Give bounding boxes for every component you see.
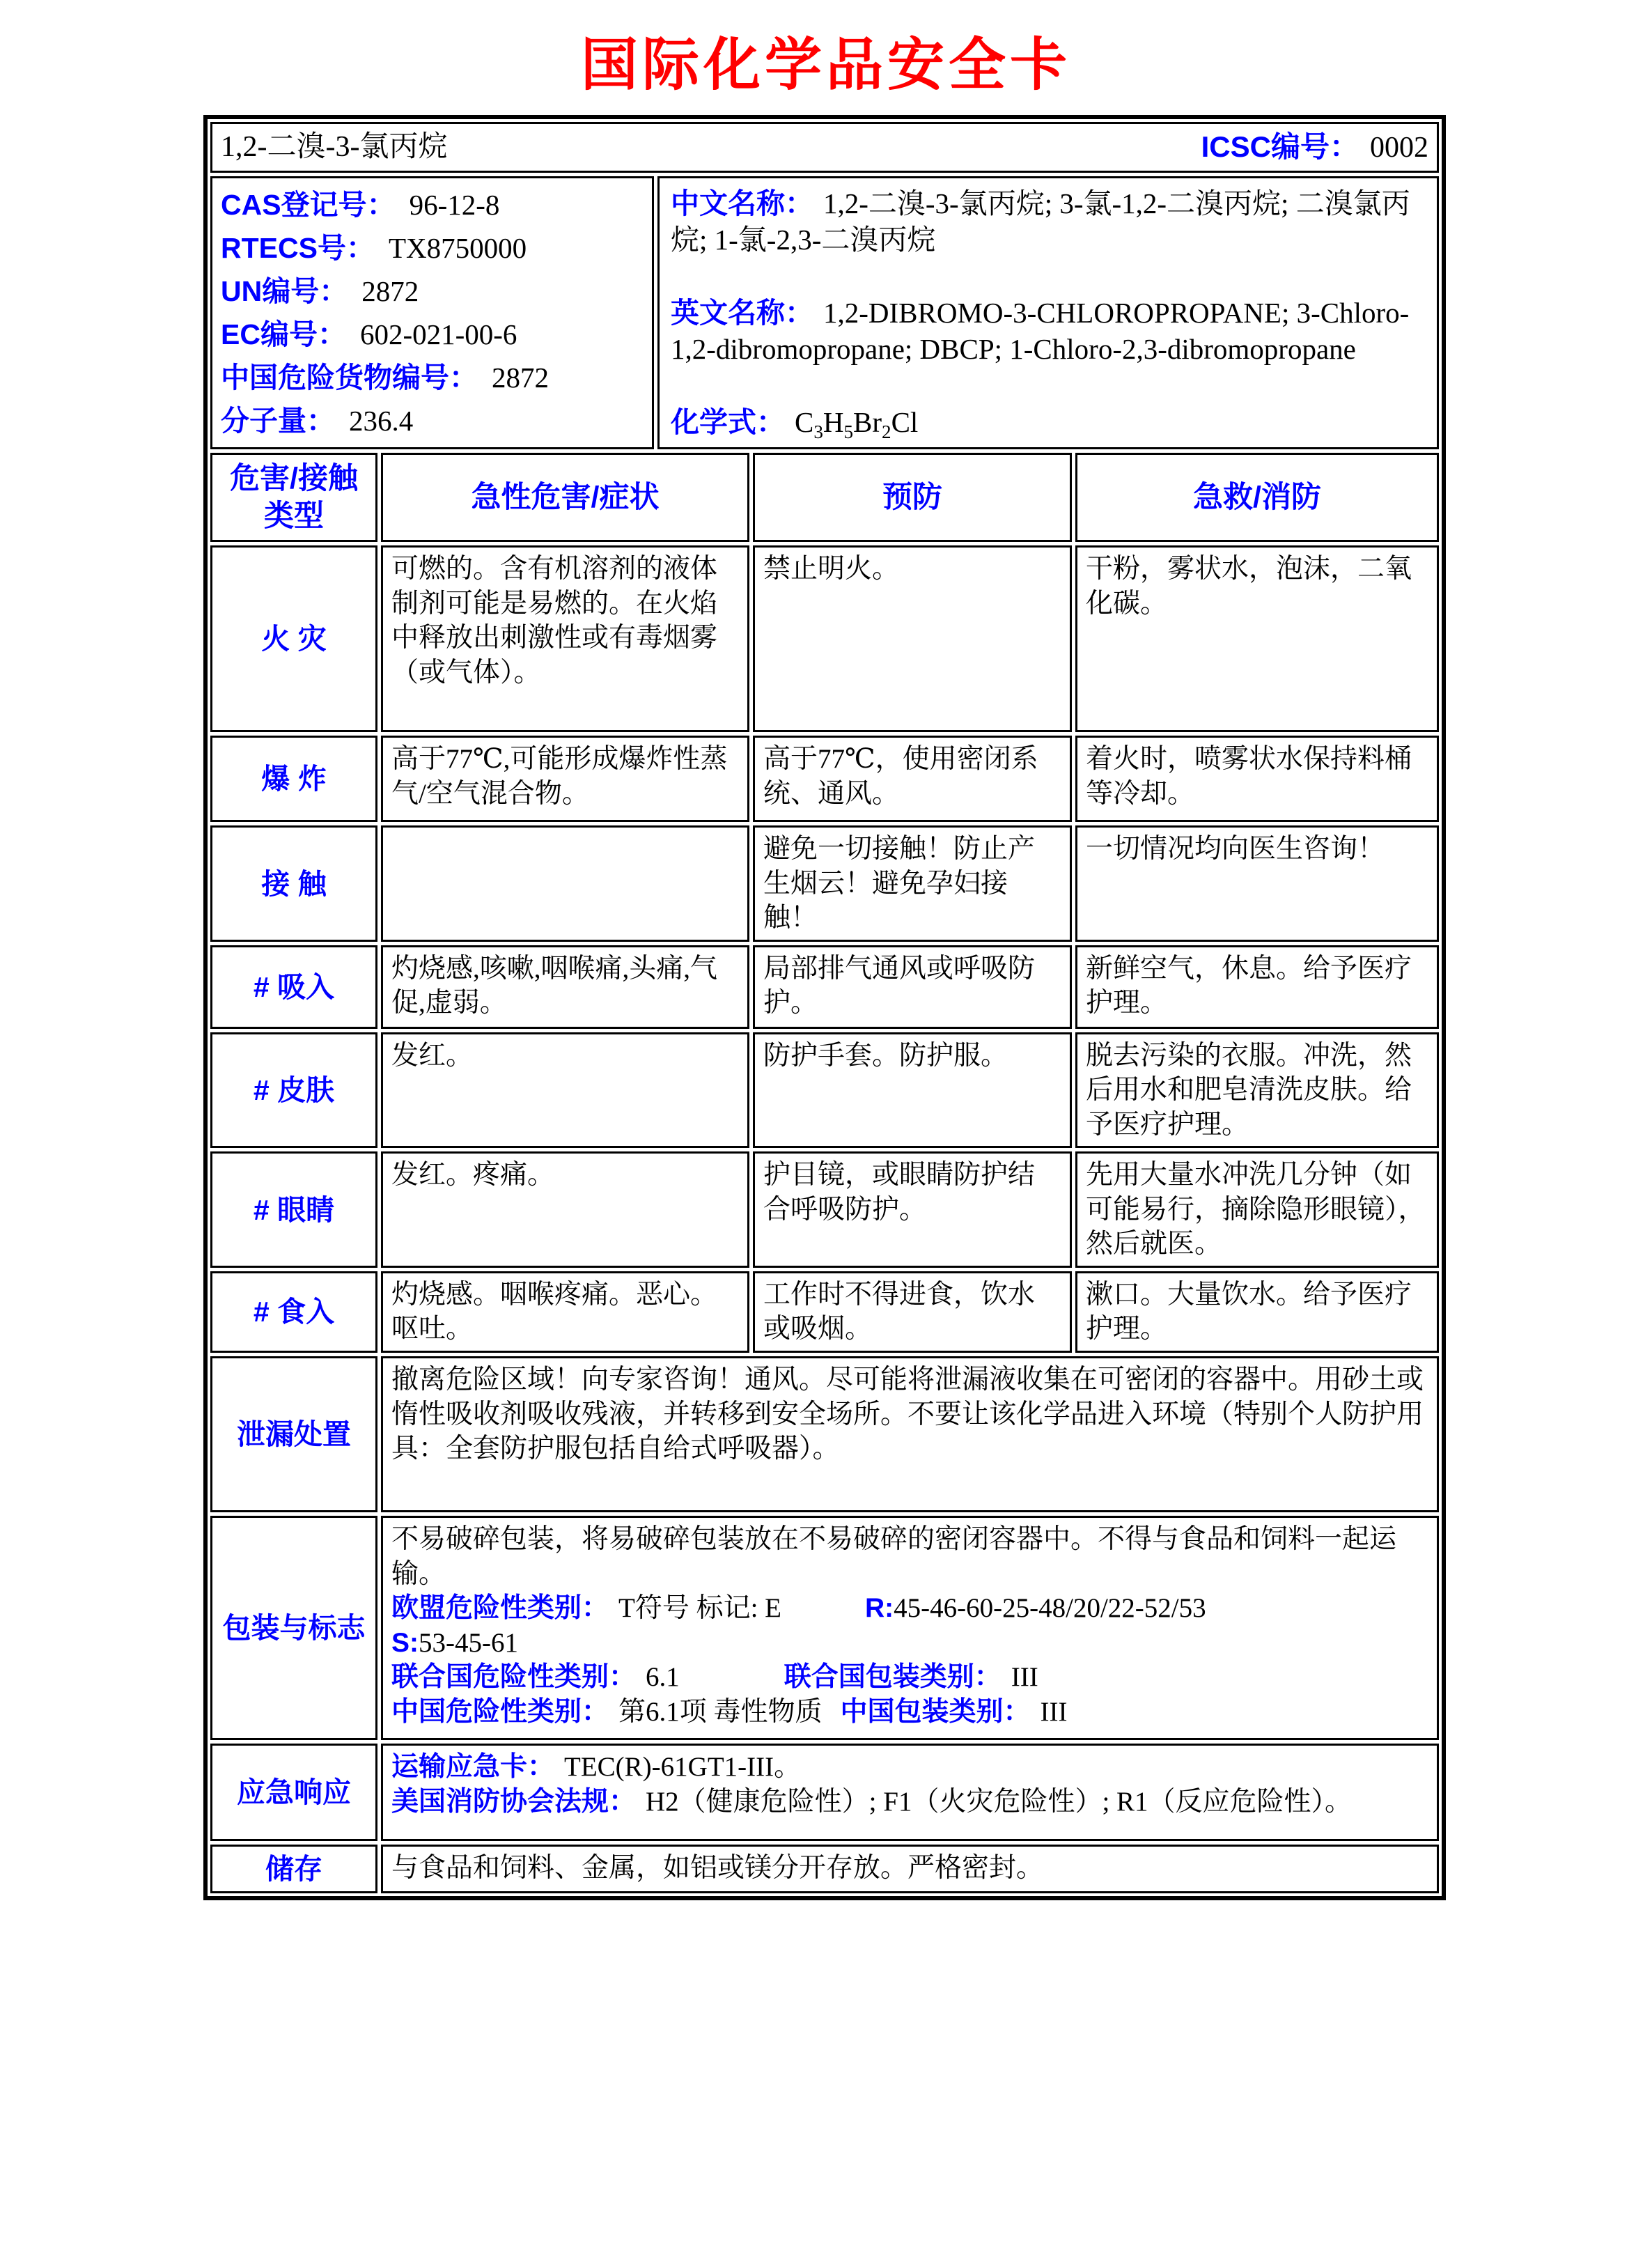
cn-class-value: 第6.1项 毒性物质 — [618, 1696, 823, 1727]
spill-text-cell: 撤离危险区域！向专家咨询！通风。尽可能将泄漏液收集在可密闭的容器中。用砂土或惰性吸收剂吸收残液，并转移到安全场所。不要让该化学品进入环境（特别个人防护用具：全套防护服包括自给式呼吸器）。 — [381, 1356, 1439, 1512]
s-phrases-label: S: — [391, 1627, 419, 1658]
identifier-row-rtecs — [221, 230, 644, 266]
symptoms-cell-eyes: 发红。疼痛。 — [381, 1151, 749, 1268]
s-phrases-line — [391, 1626, 1428, 1661]
header-symptoms: 急性危害/症状 — [381, 453, 749, 542]
formula-label: 化学式： — [671, 406, 785, 439]
card-header-row — [210, 122, 1439, 173]
nfpa-label: 美国消防协会法规： — [391, 1786, 637, 1817]
identifier-value: TX8750000 — [388, 232, 527, 265]
symptoms-cell-ingestion: 灼烧感。咽喉疼痛。恶心。呕吐。 — [381, 1271, 749, 1353]
formula-value: $C_3H_5Br_2Cl$ — [795, 406, 919, 443]
eu-class-value: T符号 标记: E — [618, 1593, 781, 1624]
cn-class-label: 中国危险性类别： — [391, 1696, 609, 1727]
identifier-label: 分子量： — [221, 405, 335, 437]
english-name-value: 1,2-DIBROMO-3-CHLOROPROPANE; 3-Chloro-1,2-dibromopropane; DBCP; 1-Chloro-2,3-dibromopropane — [671, 297, 1410, 366]
packaging-text: 不易破碎包装，将易破碎包装放在不易破碎的密闭容器中。不得与食品和饲料一起运输。 — [391, 1524, 1397, 1589]
icsc-card — [203, 115, 1446, 1900]
header-firstaid: 急救/消防 — [1075, 453, 1439, 542]
identifier-label: UN编号： — [221, 275, 348, 308]
firstaid-cell-inhalation: 新鲜空气，休息。给予医疗护理。 — [1075, 945, 1439, 1029]
nfpa-line — [391, 1785, 1428, 1819]
eu-class-label: 欧盟危险性类别： — [391, 1593, 609, 1624]
identifier-value: 2872 — [361, 275, 419, 308]
firstaid-cell-eyes: 先用大量水冲洗几分钟（如可能易行，摘除隐形眼镜），然后就医。 — [1075, 1151, 1439, 1268]
prevention-cell-eyes: 护目镜，或眼睛防护结合呼吸防护。 — [753, 1151, 1072, 1268]
identifier-value: 236.4 — [349, 405, 414, 437]
r-phrases-label: R: — [865, 1593, 894, 1624]
un-class-label: 联合国危险性类别： — [391, 1662, 637, 1693]
identifier-label: EC编号： — [221, 318, 346, 351]
section-label-emergency: 应急响应 — [210, 1744, 377, 1841]
hazard-label-ingestion: # 食入 — [210, 1271, 377, 1353]
firstaid-cell-fire: 干粉，雾状水，泡沫，二氧化碳。 — [1075, 545, 1439, 732]
prevention-cell-skin: 防护手套。防护服。 — [753, 1032, 1072, 1149]
un-classification-line — [391, 1660, 1428, 1695]
hazard-label-contact: 接 触 — [210, 825, 377, 942]
english-name-block — [671, 295, 1426, 367]
prevention-cell-contact: 避免一切接触！防止产生烟云！避免孕妇接触！ — [753, 825, 1072, 942]
identifier-label: CAS登记号： — [221, 189, 396, 222]
firstaid-cell-skin: 脱去污染的衣服。冲洗，然后用水和肥皂清洗皮肤。给予医疗护理。 — [1075, 1032, 1439, 1149]
firstaid-cell-explosion: 着火时，喷雾状水保持料桶等冷却。 — [1075, 736, 1439, 822]
section-label-storage: 储存 — [210, 1845, 377, 1893]
symptoms-cell-fire: 可燃的。含有机溶剂的液体制剂可能是易燃的。在火焰中释放出刺激性或有毒烟雾（或气体）。 — [381, 545, 749, 732]
hazard-label-skin: # 皮肤 — [210, 1032, 377, 1149]
identifier-row-molweight — [221, 403, 644, 439]
prevention-cell-fire: 禁止明火。 — [753, 545, 1072, 732]
identifier-value: 2872 — [492, 362, 549, 394]
chinese-name-value: 1,2-二溴-3-氯丙烷; 3-氯-1,2-二溴丙烷; 二溴氯丙烷; 1-氯-2,3-二溴丙烷 — [671, 187, 1410, 256]
prevention-cell-explosion: 高于77℃，使用密闭系统、通风。 — [753, 736, 1072, 822]
identifier-row-cn-dg — [221, 359, 644, 396]
symptoms-cell-inhalation: 灼烧感,咳嗽,咽喉痛,头痛,气促,虚弱。 — [381, 945, 749, 1029]
chinese-name-block — [671, 185, 1426, 258]
prevention-cell-inhalation: 局部排气通风或呼吸防护。 — [753, 945, 1072, 1029]
firstaid-cell-ingestion: 漱口。大量饮水。给予医疗护理。 — [1075, 1271, 1439, 1353]
tec-label: 运输应急卡： — [391, 1752, 555, 1782]
firstaid-cell-contact: 一切情况均向医生咨询！ — [1075, 825, 1439, 942]
hazard-label-fire: 火 灾 — [210, 545, 377, 732]
chinese-name-label: 中文名称： — [671, 187, 813, 220]
identifier-label: RTECS号： — [221, 232, 375, 265]
identifier-label: 中国危险货物编号： — [221, 362, 478, 394]
identifiers-cell — [210, 176, 654, 449]
storage-text-cell: 与食品和饲料、金属，如铝或镁分开存放。严格密封。 — [381, 1845, 1439, 1893]
header-hazard-type: 危害/接触类型 — [210, 453, 377, 542]
section-label-spill: 泄漏处置 — [210, 1356, 377, 1512]
hazard-label-eyes: # 眼睛 — [210, 1151, 377, 1268]
cn-pack-value: III — [1040, 1696, 1068, 1727]
identifier-row-cas — [221, 187, 644, 223]
formula-block — [671, 404, 1426, 443]
identifier-row-un — [221, 273, 644, 309]
hazard-label-explosion: 爆 炸 — [210, 736, 377, 822]
chemical-name: 1,2-二溴-3-氯丙烷 — [221, 131, 448, 163]
r-phrases-value: 45-46-60-25-48/20/22-52/53 — [894, 1593, 1206, 1624]
english-name-label: 英文名称： — [671, 297, 813, 329]
un-pack-label: 联合国包装类别： — [784, 1662, 1002, 1693]
cn-pack-label: 中国包装类别： — [840, 1696, 1031, 1727]
prevention-cell-ingestion: 工作时不得进食，饮水或吸烟。 — [753, 1271, 1072, 1353]
nfpa-value: H2（健康危险性）; F1（火灾危险性）; R1（反应危险性）。 — [646, 1786, 1353, 1817]
identifier-row-ec — [221, 316, 644, 352]
symptoms-cell-explosion: 高于77℃,可能形成爆炸性蒸气/空气混合物。 — [381, 736, 749, 822]
hazard-label-inhalation: # 吸入 — [210, 945, 377, 1029]
icsc-number-label: ICSC编号： — [1201, 130, 1359, 163]
header-prevention: 预防 — [753, 453, 1072, 542]
symptoms-cell-contact — [381, 825, 749, 942]
symptoms-cell-skin: 发红。 — [381, 1032, 749, 1149]
un-pack-value: III — [1011, 1662, 1038, 1693]
tec-line — [391, 1750, 1428, 1785]
cn-classification-line — [391, 1695, 1428, 1730]
s-phrases-value: 53-45-61 — [419, 1627, 518, 1658]
icsc-number-value: 0002 — [1370, 132, 1428, 164]
page-title: 国际化学品安全卡 — [580, 33, 1071, 97]
un-class-value: 6.1 — [646, 1662, 680, 1693]
icsc-number — [1201, 128, 1428, 166]
emergency-cell — [381, 1744, 1439, 1841]
identifier-value: 602-021-00-6 — [359, 318, 517, 351]
tec-value: TEC(R)-61GT1-III。 — [564, 1752, 802, 1782]
names-cell — [657, 176, 1439, 449]
eu-classification-line — [391, 1591, 1428, 1626]
packaging-cell — [381, 1516, 1439, 1740]
identifier-value: 96-12-8 — [409, 189, 500, 222]
section-label-packaging: 包装与标志 — [210, 1516, 377, 1740]
